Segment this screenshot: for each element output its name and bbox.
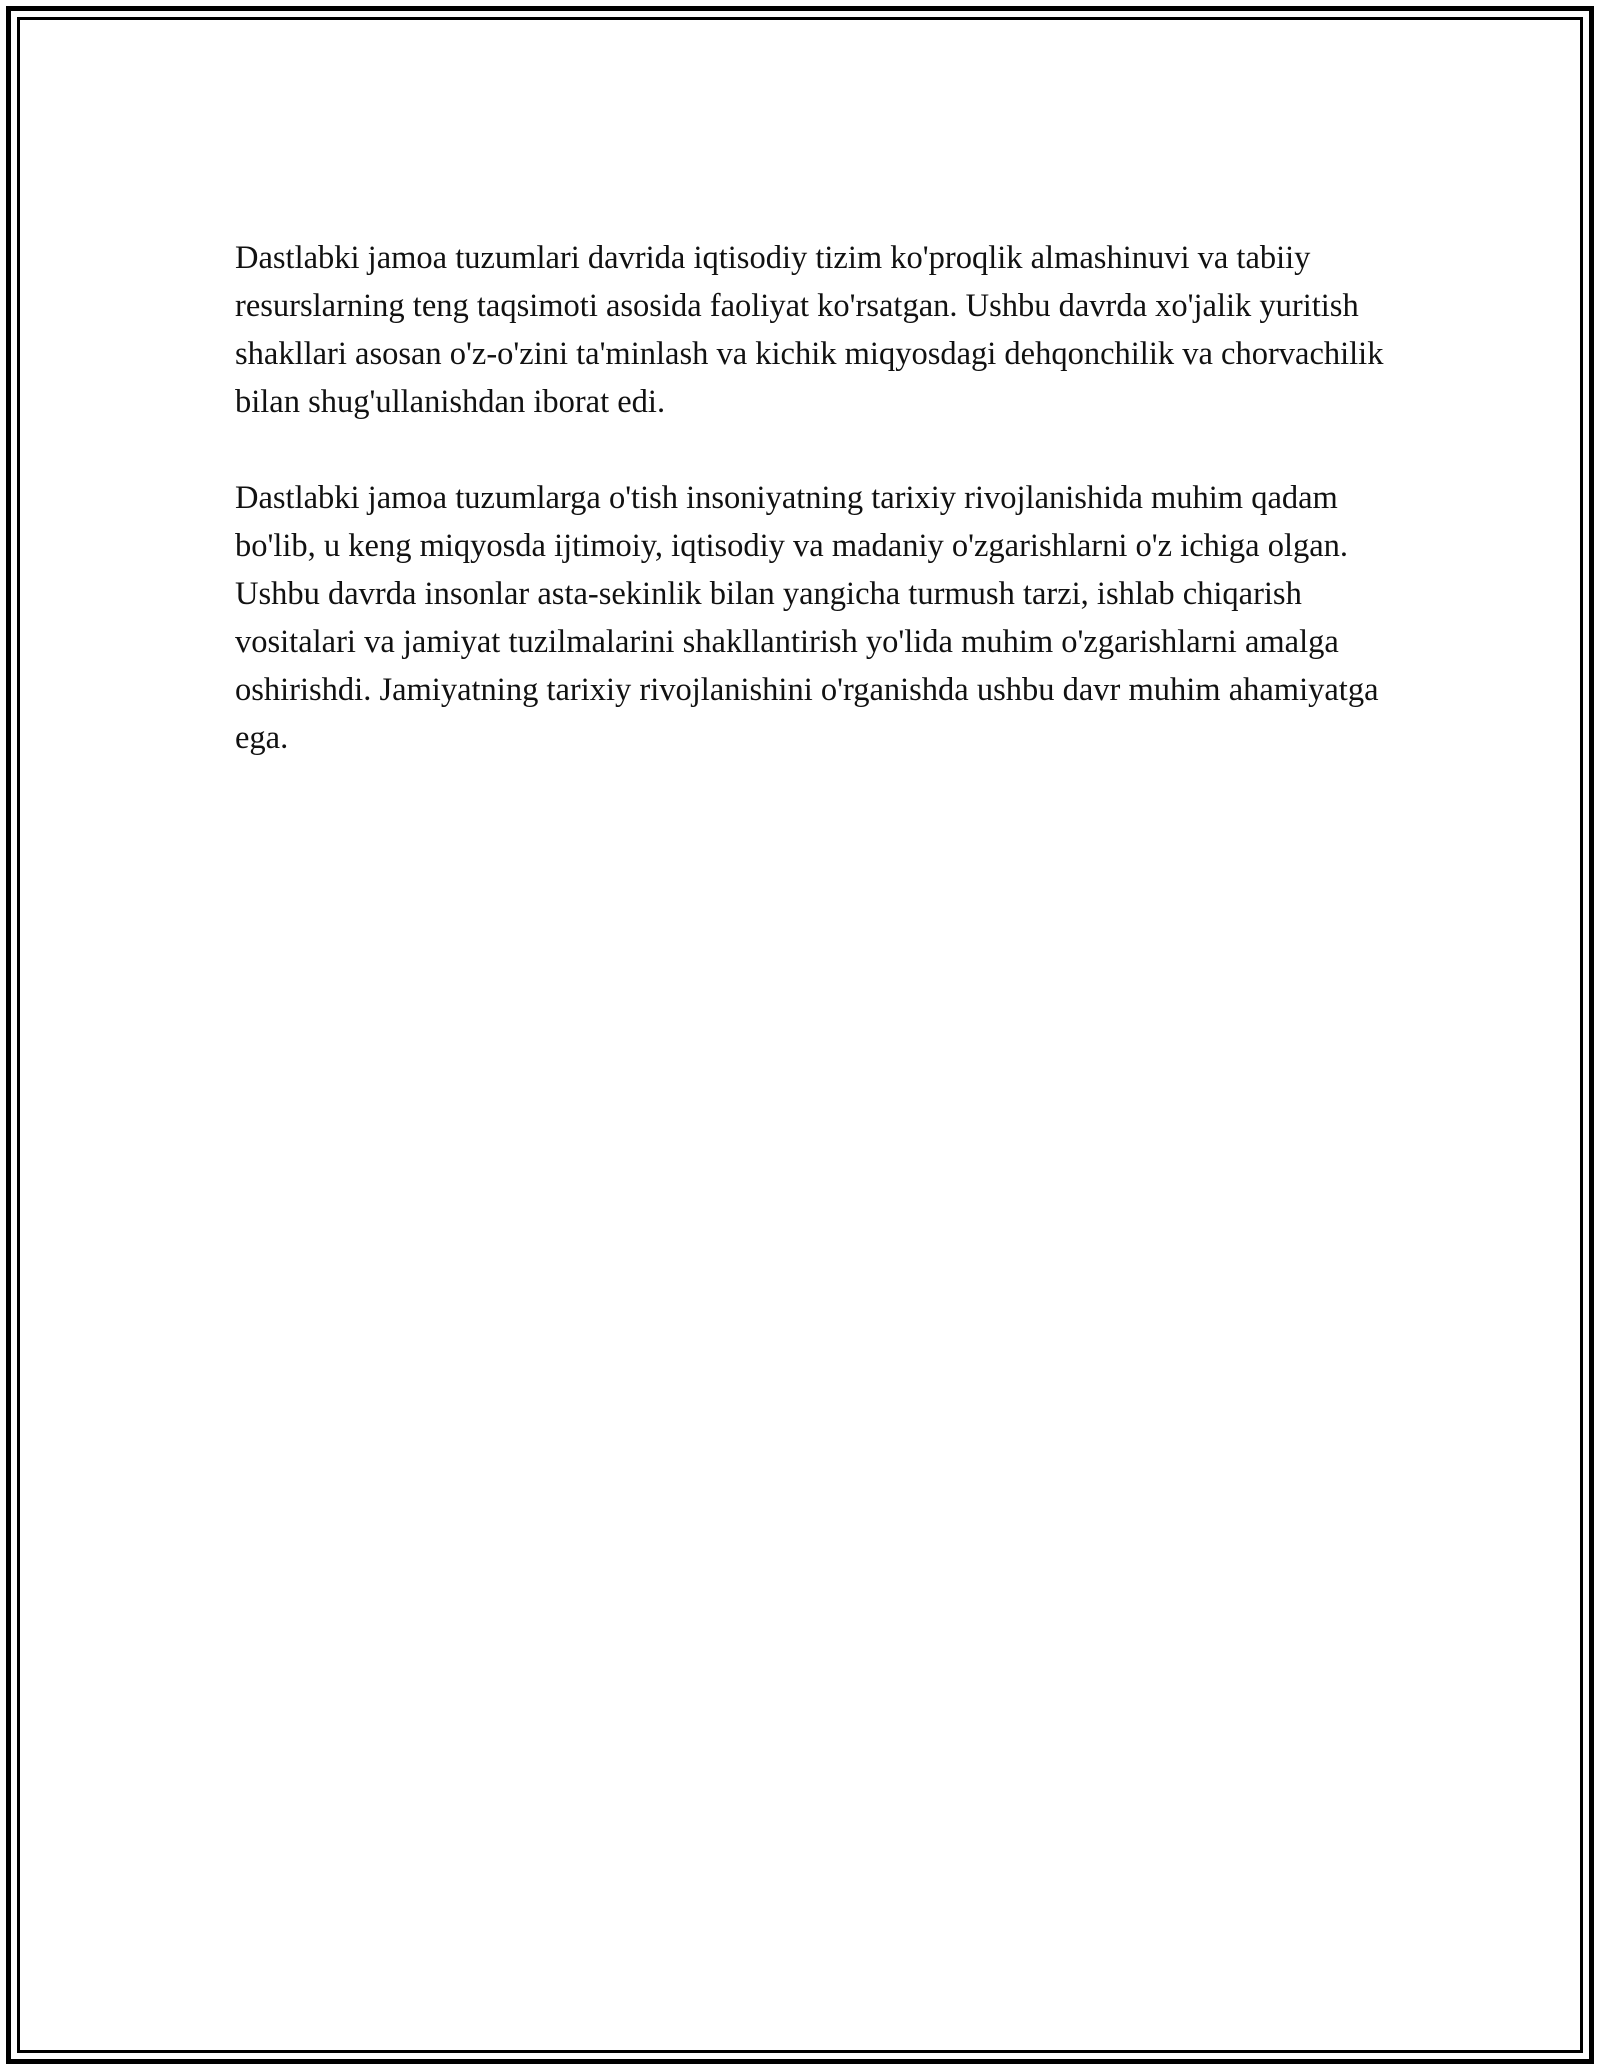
paragraph-1: Dastlabki jamoa tuzumlari davrida iqtisodiy tizim ko'proqlik almashinuvi va tabiiy resurslarning teng taqsimoti asosida faoliyat ko'rsatgan. Ushbu davrda xo'jalik yuritish shakllari asosan o'z-o'zini ta'minlash va kichik miqyosdagi dehqonchilik va chorvachilik bilan shug'ullanishdan iborat edi. <box>235 240 1384 420</box>
paragraph-2: Dastlabki jamoa tuzumlarga o'tish insoniyatning tarixiy rivojlanishida muhim qadam bo'lib, u keng miqyosda ijtimoiy, iqtisodiy va madaniy o'zgarishlarni o'z ichiga olgan. Ushbu davrda insonlar asta-sekinlik bilan yangicha turmush tarzi, ishlab chiqarish vositalari va jamiyat tuzilmalarini shakllantirish yo'lida muhim o'zgarishlarni amalga oshirishdi. Jamiyatning tarixiy rivojlanishini o'rganishda ushbu davr muhim ahamiyatga ega. <box>235 480 1379 756</box>
document-body <box>235 234 1385 810</box>
